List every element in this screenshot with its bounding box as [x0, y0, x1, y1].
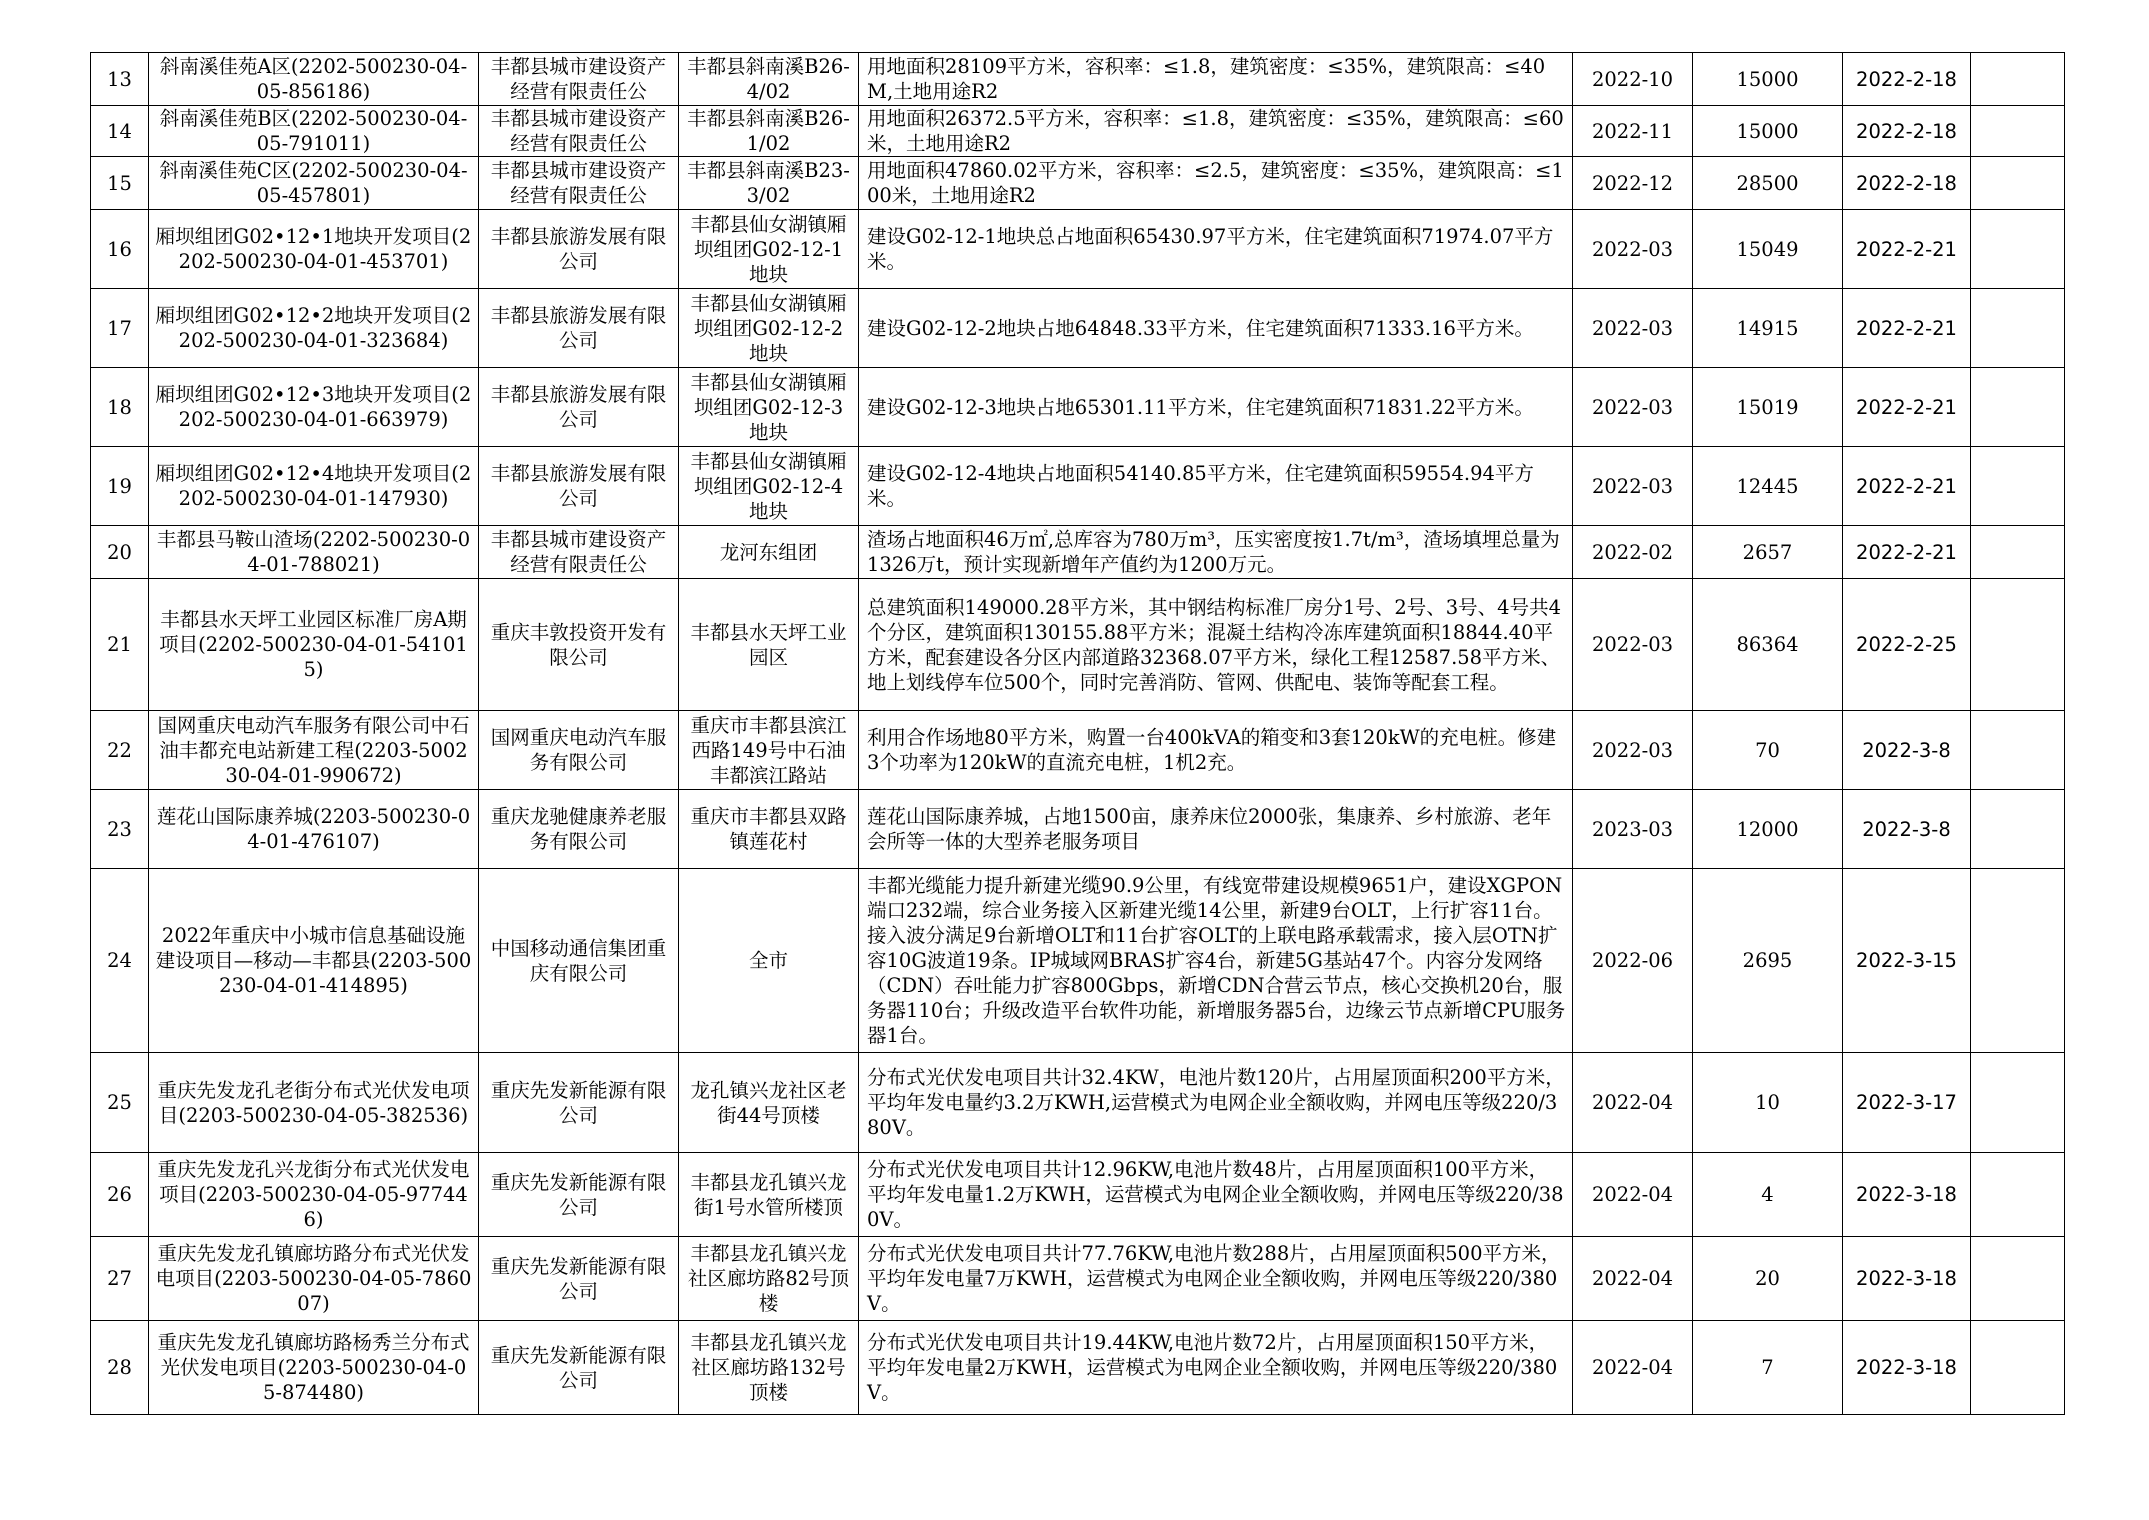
investment-cell: 12445 [1693, 447, 1843, 526]
table-row [91, 869, 2065, 1053]
seq-cell: 13 [91, 53, 149, 106]
note-cell [1971, 53, 2065, 106]
start-date-cell: 2022-04 [1573, 1053, 1693, 1153]
note-cell [1971, 447, 2065, 526]
investment-cell: 15000 [1693, 53, 1843, 106]
approval-date-cell: 2022-2-21 [1843, 526, 1971, 579]
scale-cell: 分布式光伏发电项目共计12.96KW,电池片数48片，占用屋顶面积100平方米，平均年发电量1.2万KWH，运营模式为电网企业全额收购，并网电压等级220/380V。 [859, 1153, 1573, 1237]
seq-cell: 20 [91, 526, 149, 579]
project-name-cell: 斜南溪佳苑C区(2202-500230-04-05-457801) [149, 157, 479, 210]
approval-date-cell: 2022-3-17 [1843, 1053, 1971, 1153]
table-row [91, 579, 2065, 711]
scale-cell: 分布式光伏发电项目共计32.4KW，电池片数120片，占用屋顶面积200平方米，平均年发电量约3.2万KWH,运营模式为电网企业全额收购，并网电压等级220/380V。 [859, 1053, 1573, 1153]
start-date-cell: 2022-03 [1573, 579, 1693, 711]
project-name-cell: 丰都县马鞍山渣场(2202-500230-04-01-788021) [149, 526, 479, 579]
owner-cell: 丰都县旅游发展有限公司 [479, 368, 679, 447]
project-name-cell: 重庆先发龙孔兴龙街分布式光伏发电项目(2203-500230-04-05-977446) [149, 1153, 479, 1237]
project-name-cell: 厢坝组团G02•12•2地块开发项目(2202-500230-04-01-323684) [149, 289, 479, 368]
location-cell: 重庆市丰都县双路镇莲花村 [679, 790, 859, 869]
start-date-cell: 2022-03 [1573, 447, 1693, 526]
seq-cell: 15 [91, 157, 149, 210]
note-cell [1971, 1321, 2065, 1415]
seq-cell: 27 [91, 1237, 149, 1321]
scale-cell: 渣场占地面积46万㎡,总库容为780万m³，压实密度按1.7t/m³，渣场填埋总量为1326万t，预计实现新增年产值约为1200万元。 [859, 526, 1573, 579]
table-row [91, 106, 2065, 157]
location-cell: 丰都县斜南溪B26-1/02 [679, 106, 859, 157]
approval-date-cell: 2022-2-21 [1843, 368, 1971, 447]
scale-cell: 建设G02-12-2地块占地64848.33平方米，住宅建筑面积71333.16平方米。 [859, 289, 1573, 368]
seq-cell: 24 [91, 869, 149, 1053]
owner-cell: 重庆先发新能源有限公司 [479, 1153, 679, 1237]
seq-cell: 21 [91, 579, 149, 711]
location-cell: 丰都县仙女湖镇厢坝组团G02-12-4地块 [679, 447, 859, 526]
approval-date-cell: 2022-2-25 [1843, 579, 1971, 711]
seq-cell: 18 [91, 368, 149, 447]
table-row [91, 790, 2065, 869]
investment-cell: 15000 [1693, 106, 1843, 157]
start-date-cell: 2022-11 [1573, 106, 1693, 157]
location-cell: 丰都县斜南溪B23-3/02 [679, 157, 859, 210]
start-date-cell: 2022-03 [1573, 289, 1693, 368]
approval-date-cell: 2022-3-8 [1843, 711, 1971, 790]
seq-cell: 16 [91, 210, 149, 289]
approval-date-cell: 2022-2-18 [1843, 53, 1971, 106]
location-cell: 龙河东组团 [679, 526, 859, 579]
owner-cell: 重庆先发新能源有限公司 [479, 1237, 679, 1321]
approval-date-cell: 2022-2-21 [1843, 447, 1971, 526]
approval-date-cell: 2022-3-8 [1843, 790, 1971, 869]
table-row [91, 711, 2065, 790]
note-cell [1971, 289, 2065, 368]
seq-cell: 23 [91, 790, 149, 869]
location-cell: 丰都县仙女湖镇厢坝组团G02-12-3地块 [679, 368, 859, 447]
note-cell [1971, 579, 2065, 711]
seq-cell: 19 [91, 447, 149, 526]
investment-cell: 12000 [1693, 790, 1843, 869]
scale-cell: 用地面积28109平方米，容积率：≤1.8，建筑密度：≤35%，建筑限高：≤40M,土地用途R2 [859, 53, 1573, 106]
note-cell [1971, 869, 2065, 1053]
scale-cell: 利用合作场地80平方米，购置一台400kVA的箱变和3套120kW的充电桩。修建3个功率为120kW的直流充电桩，1机2充。 [859, 711, 1573, 790]
investment-cell: 4 [1693, 1153, 1843, 1237]
start-date-cell: 2022-04 [1573, 1153, 1693, 1237]
owner-cell: 重庆先发新能源有限公司 [479, 1321, 679, 1415]
owner-cell: 丰都县旅游发展有限公司 [479, 210, 679, 289]
start-date-cell: 2022-02 [1573, 526, 1693, 579]
investment-cell: 2695 [1693, 869, 1843, 1053]
table-row [91, 368, 2065, 447]
investment-cell: 2657 [1693, 526, 1843, 579]
investment-cell: 15019 [1693, 368, 1843, 447]
scale-cell: 用地面积47860.02平方米，容积率：≤2.5，建筑密度：≤35%，建筑限高：≤100米，土地用途R2 [859, 157, 1573, 210]
owner-cell: 丰都县城市建设资产经营有限责任公 [479, 106, 679, 157]
table-row [91, 526, 2065, 579]
owner-cell: 丰都县旅游发展有限公司 [479, 289, 679, 368]
approval-date-cell: 2022-3-18 [1843, 1153, 1971, 1237]
project-name-cell: 国网重庆电动汽车服务有限公司中石油丰都充电站新建工程(2203-500230-04-01-990672) [149, 711, 479, 790]
start-date-cell: 2022-04 [1573, 1321, 1693, 1415]
scale-cell: 莲花山国际康养城，占地1500亩，康养床位2000张，集康养、乡村旅游、老年会所等一体的大型养老服务项目 [859, 790, 1573, 869]
start-date-cell: 2022-04 [1573, 1237, 1693, 1321]
project-name-cell: 2022年重庆中小城市信息基础设施建设项目—移动—丰都县(2203-500230-04-01-414895) [149, 869, 479, 1053]
start-date-cell: 2023-03 [1573, 790, 1693, 869]
owner-cell: 丰都县城市建设资产经营有限责任公 [479, 526, 679, 579]
location-cell: 丰都县仙女湖镇厢坝组团G02-12-2地块 [679, 289, 859, 368]
approval-date-cell: 2022-2-18 [1843, 106, 1971, 157]
seq-cell: 26 [91, 1153, 149, 1237]
approval-date-cell: 2022-3-15 [1843, 869, 1971, 1053]
note-cell [1971, 157, 2065, 210]
project-name-cell: 重庆先发龙孔镇廊坊路分布式光伏发电项目(2203-500230-04-05-786007) [149, 1237, 479, 1321]
table-row [91, 157, 2065, 210]
table-row [91, 289, 2065, 368]
note-cell [1971, 1153, 2065, 1237]
note-cell [1971, 1053, 2065, 1153]
approval-date-cell: 2022-3-18 [1843, 1321, 1971, 1415]
location-cell: 丰都县龙孔镇兴龙社区廊坊路82号顶楼 [679, 1237, 859, 1321]
seq-cell: 17 [91, 289, 149, 368]
seq-cell: 28 [91, 1321, 149, 1415]
project-name-cell: 斜南溪佳苑B区(2202-500230-04-05-791011) [149, 106, 479, 157]
project-name-cell: 丰都县水天坪工业园区标准厂房A期项目(2202-500230-04-01-541015) [149, 579, 479, 711]
location-cell: 全市 [679, 869, 859, 1053]
location-cell: 重庆市丰都县滨江西路149号中石油丰都滨江路站 [679, 711, 859, 790]
investment-cell: 15049 [1693, 210, 1843, 289]
note-cell [1971, 368, 2065, 447]
scale-cell: 用地面积26372.5平方米，容积率：≤1.8，建筑密度：≤35%，建筑限高：≤60米，土地用途R2 [859, 106, 1573, 157]
location-cell: 丰都县水天坪工业园区 [679, 579, 859, 711]
investment-cell: 70 [1693, 711, 1843, 790]
project-name-cell: 厢坝组团G02•12•3地块开发项目(2202-500230-04-01-663979) [149, 368, 479, 447]
scale-cell: 分布式光伏发电项目共计77.76KW,电池片数288片，占用屋顶面积500平方米，平均年发电量7万KWH，运营模式为电网企业全额收购，并网电压等级220/380V。 [859, 1237, 1573, 1321]
investment-cell: 20 [1693, 1237, 1843, 1321]
approval-date-cell: 2022-2-21 [1843, 289, 1971, 368]
scale-cell: 分布式光伏发电项目共计19.44KW,电池片数72片，占用屋顶面积150平方米，平均年发电量2万KWH，运营模式为电网企业全额收购，并网电压等级220/380V。 [859, 1321, 1573, 1415]
seq-cell: 14 [91, 106, 149, 157]
start-date-cell: 2022-03 [1573, 711, 1693, 790]
scale-cell: 总建筑面积149000.28平方米，其中钢结构标准厂房分1号、2号、3号、4号共4个分区，建筑面积130155.88平方米；混凝土结构冷冻库建筑面积18844.40平方米，配套建设各分区内部道路32368.07平方米，绿化工程12587.58平方米、地上划线停车位500个，同时完善消防、管网、供配电、装饰等配套工程。 [859, 579, 1573, 711]
owner-cell: 丰都县旅游发展有限公司 [479, 447, 679, 526]
investment-cell: 7 [1693, 1321, 1843, 1415]
owner-cell: 国网重庆电动汽车服务有限公司 [479, 711, 679, 790]
table-row [91, 53, 2065, 106]
project-name-cell: 斜南溪佳苑A区(2202-500230-04-05-856186) [149, 53, 479, 106]
scale-cell: 建设G02-12-4地块占地面积54140.85平方米，住宅建筑面积59554.94平方米。 [859, 447, 1573, 526]
scale-cell: 建设G02-12-1地块总占地面积65430.97平方米，住宅建筑面积71974.07平方米。 [859, 210, 1573, 289]
project-name-cell: 厢坝组团G02•12•4地块开发项目(2202-500230-04-01-147930) [149, 447, 479, 526]
scale-cell: 丰都光缆能力提升新建光缆90.9公里，有线宽带建设规模9651户，建设XGPON端口232端，综合业务接入区新建光缆14公里，新建9台OLT，上行扩容11台。接入波分满足9台新增OLT和11台扩容OLT的上联电路承载需求，接入层OTN扩容10G波道19条。IP城域网BRAS扩容4台，新建5G基站47个。内容分发网络（CDN）吞吐能力扩容800Gbps，新增CDN合营云节点，核心交换机20台，服务器110台；升级改造平台软件功能，新增服务器5台，边缘云节点新增CPU服务器1台。 [859, 869, 1573, 1053]
project-name-cell: 莲花山国际康养城(2203-500230-04-01-476107) [149, 790, 479, 869]
owner-cell: 丰都县城市建设资产经营有限责任公 [479, 157, 679, 210]
start-date-cell: 2022-03 [1573, 368, 1693, 447]
investment-cell: 10 [1693, 1053, 1843, 1153]
investment-cell: 28500 [1693, 157, 1843, 210]
project-name-cell: 厢坝组团G02•12•1地块开发项目(2202-500230-04-01-453701) [149, 210, 479, 289]
location-cell: 丰都县仙女湖镇厢坝组团G02-12-1地块 [679, 210, 859, 289]
note-cell [1971, 106, 2065, 157]
note-cell [1971, 526, 2065, 579]
owner-cell: 丰都县城市建设资产经营有限责任公 [479, 53, 679, 106]
seq-cell: 22 [91, 711, 149, 790]
table-row [91, 1237, 2065, 1321]
table-row [91, 1153, 2065, 1237]
approval-date-cell: 2022-3-18 [1843, 1237, 1971, 1321]
table-row [91, 1053, 2065, 1153]
location-cell: 龙孔镇兴龙社区老街44号顶楼 [679, 1053, 859, 1153]
scale-cell: 建设G02-12-3地块占地65301.11平方米，住宅建筑面积71831.22平方米。 [859, 368, 1573, 447]
owner-cell: 重庆龙驰健康养老服务有限公司 [479, 790, 679, 869]
investment-cell: 86364 [1693, 579, 1843, 711]
start-date-cell: 2022-12 [1573, 157, 1693, 210]
owner-cell: 重庆先发新能源有限公司 [479, 1053, 679, 1153]
owner-cell: 中国移动通信集团重庆有限公司 [479, 869, 679, 1053]
note-cell [1971, 210, 2065, 289]
location-cell: 丰都县龙孔镇兴龙街1号水管所楼顶 [679, 1153, 859, 1237]
note-cell [1971, 790, 2065, 869]
table-row [91, 1321, 2065, 1415]
approval-date-cell: 2022-2-18 [1843, 157, 1971, 210]
start-date-cell: 2022-03 [1573, 210, 1693, 289]
project-name-cell: 重庆先发龙孔镇廊坊路杨秀兰分布式光伏发电项目(2203-500230-04-05-874480) [149, 1321, 479, 1415]
start-date-cell: 2022-10 [1573, 53, 1693, 106]
location-cell: 丰都县龙孔镇兴龙社区廊坊路132号顶楼 [679, 1321, 859, 1415]
note-cell [1971, 711, 2065, 790]
owner-cell: 重庆丰敦投资开发有限公司 [479, 579, 679, 711]
table-row [91, 210, 2065, 289]
location-cell: 丰都县斜南溪B26-4/02 [679, 53, 859, 106]
project-table [90, 52, 2065, 1415]
project-name-cell: 重庆先发龙孔老街分布式光伏发电项目(2203-500230-04-05-382536) [149, 1053, 479, 1153]
approval-date-cell: 2022-2-21 [1843, 210, 1971, 289]
table-row [91, 447, 2065, 526]
start-date-cell: 2022-06 [1573, 869, 1693, 1053]
investment-cell: 14915 [1693, 289, 1843, 368]
seq-cell: 25 [91, 1053, 149, 1153]
note-cell [1971, 1237, 2065, 1321]
